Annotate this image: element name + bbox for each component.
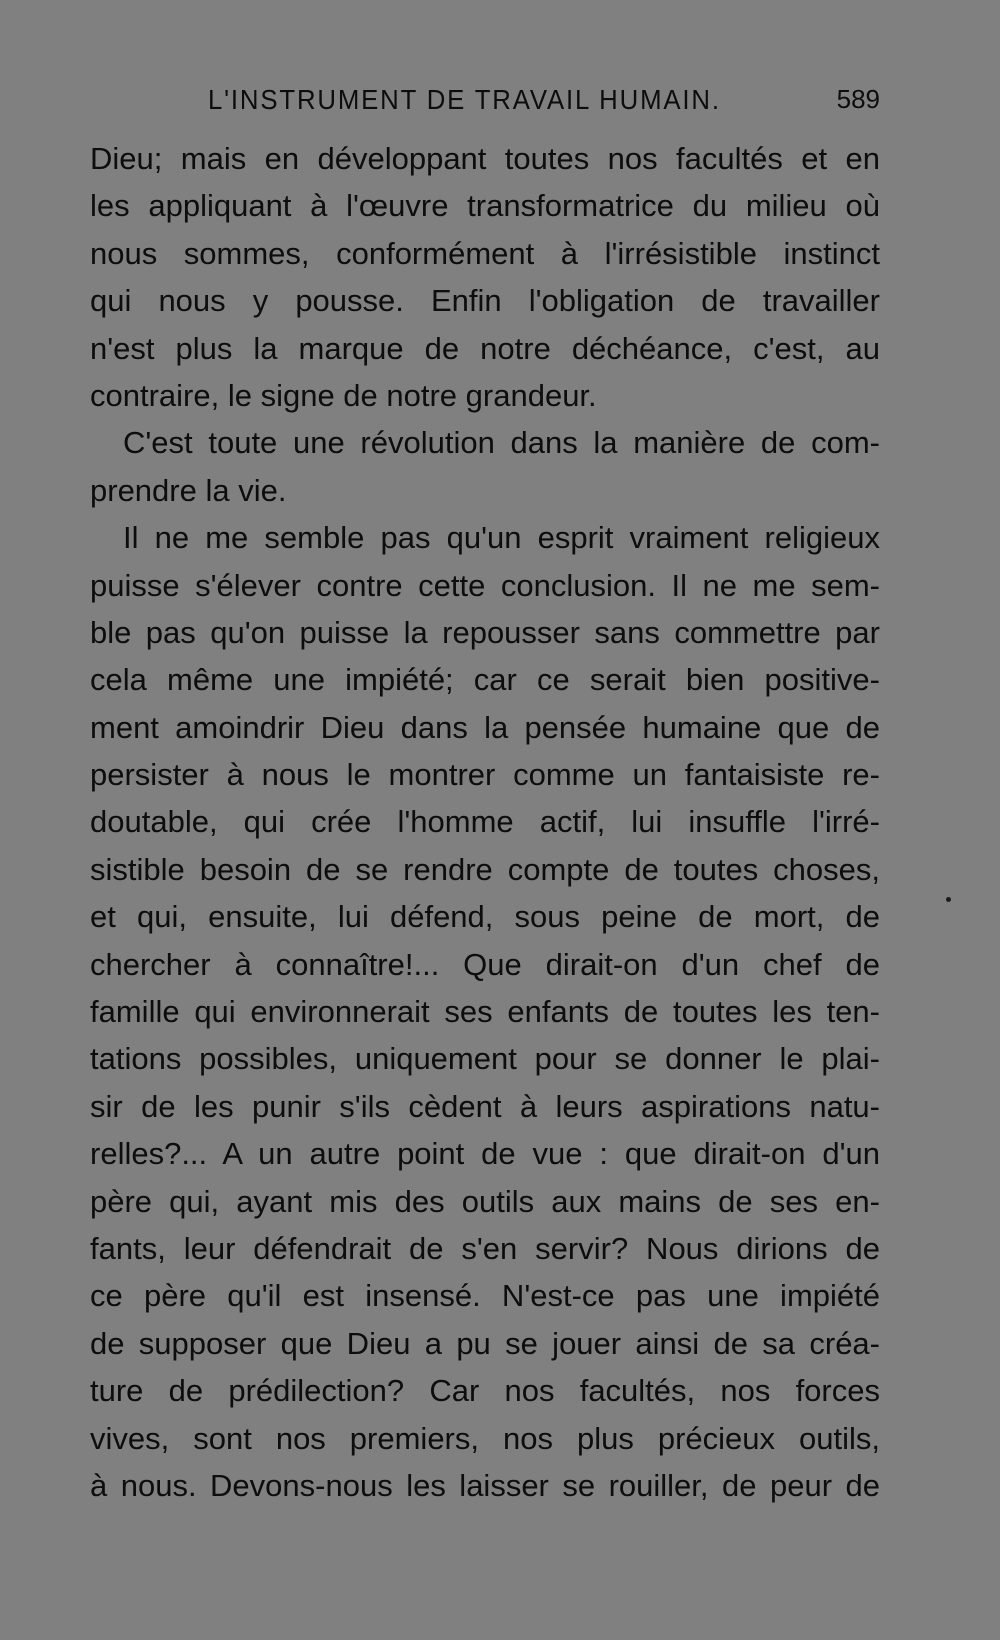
- text-line: de supposer que Dieu a pu se jouer ainsi de sa créa-: [90, 1325, 880, 1361]
- text-line: à nous. Devons-nous les laisser se rouiller, de peur de: [90, 1467, 880, 1503]
- text-line: Il ne me semble pas qu'un esprit vraiment religieux: [123, 520, 880, 556]
- running-head: [90, 84, 880, 124]
- text-line: n'est plus la marque de notre déchéance, c'est, au: [90, 330, 880, 366]
- text-line: contraire, le signe de notre grandeur.: [90, 377, 597, 413]
- page-number: 589: [836, 84, 880, 114]
- text-line: C'est toute une révolution dans la manière de com-: [123, 425, 880, 461]
- text-line: qui nous y pousse. Enfin l'obligation de travailler: [90, 283, 880, 319]
- body-text: [90, 135, 880, 1509]
- ink-speck: [946, 897, 951, 902]
- text-line: doutable, qui crée l'homme actif, lui insuffle l'irré-: [90, 804, 880, 840]
- text-line: cela même une impiété; car ce serait bien positive-: [90, 662, 880, 698]
- text-line: vives, sont nos premiers, nos plus précieux outils,: [90, 1420, 880, 1456]
- text-line: famille qui environnerait ses enfants de toutes les ten-: [90, 994, 880, 1030]
- text-line: sir de les punir s'ils cèdent à leurs aspirations natu-: [90, 1088, 880, 1124]
- text-line: fants, leur défendrait de s'en servir? Nous dirions de: [90, 1230, 880, 1266]
- text-line: et qui, ensuite, lui défend, sous peine de mort, de: [90, 899, 880, 935]
- text-line: ble pas qu'on puisse la repousser sans commettre par: [90, 614, 880, 650]
- text-line: persister à nous le montrer comme un fantaisiste re-: [90, 757, 880, 793]
- text-line: Dieu; mais en développant toutes nos facultés et en: [90, 141, 880, 176]
- text-line: ture de prédilection? Car nos facultés, nos forces: [90, 1373, 880, 1409]
- text-line: tations possibles, uniquement pour se donner le plai-: [90, 1041, 880, 1077]
- text-line: nous sommes, conformément à l'irrésistible instinct: [90, 235, 880, 271]
- running-title: L'INSTRUMENT DE TRAVAIL HUMAIN.: [208, 84, 721, 115]
- text-line: prendre la vie.: [90, 472, 287, 508]
- text-line: les appliquant à l'œuvre transformatrice du milieu où: [90, 188, 880, 224]
- text-line: ment amoindrir Dieu dans la pensée humaine que de: [90, 709, 880, 745]
- text-line: ce père qu'il est insensé. N'est-ce pas une impiété: [90, 1278, 880, 1314]
- text-line: puisse s'élever contre cette conclusion. Il ne me sem-: [90, 567, 880, 603]
- text-line: chercher à connaître!... Que dirait-on d'un chef de: [90, 946, 880, 982]
- text-line: père qui, ayant mis des outils aux mains de ses en-: [90, 1183, 880, 1219]
- text-line: sistible besoin de se rendre compte de toutes choses,: [90, 851, 880, 887]
- text-line: relles?... A un autre point de vue : que dirait-on d'un: [90, 1136, 880, 1172]
